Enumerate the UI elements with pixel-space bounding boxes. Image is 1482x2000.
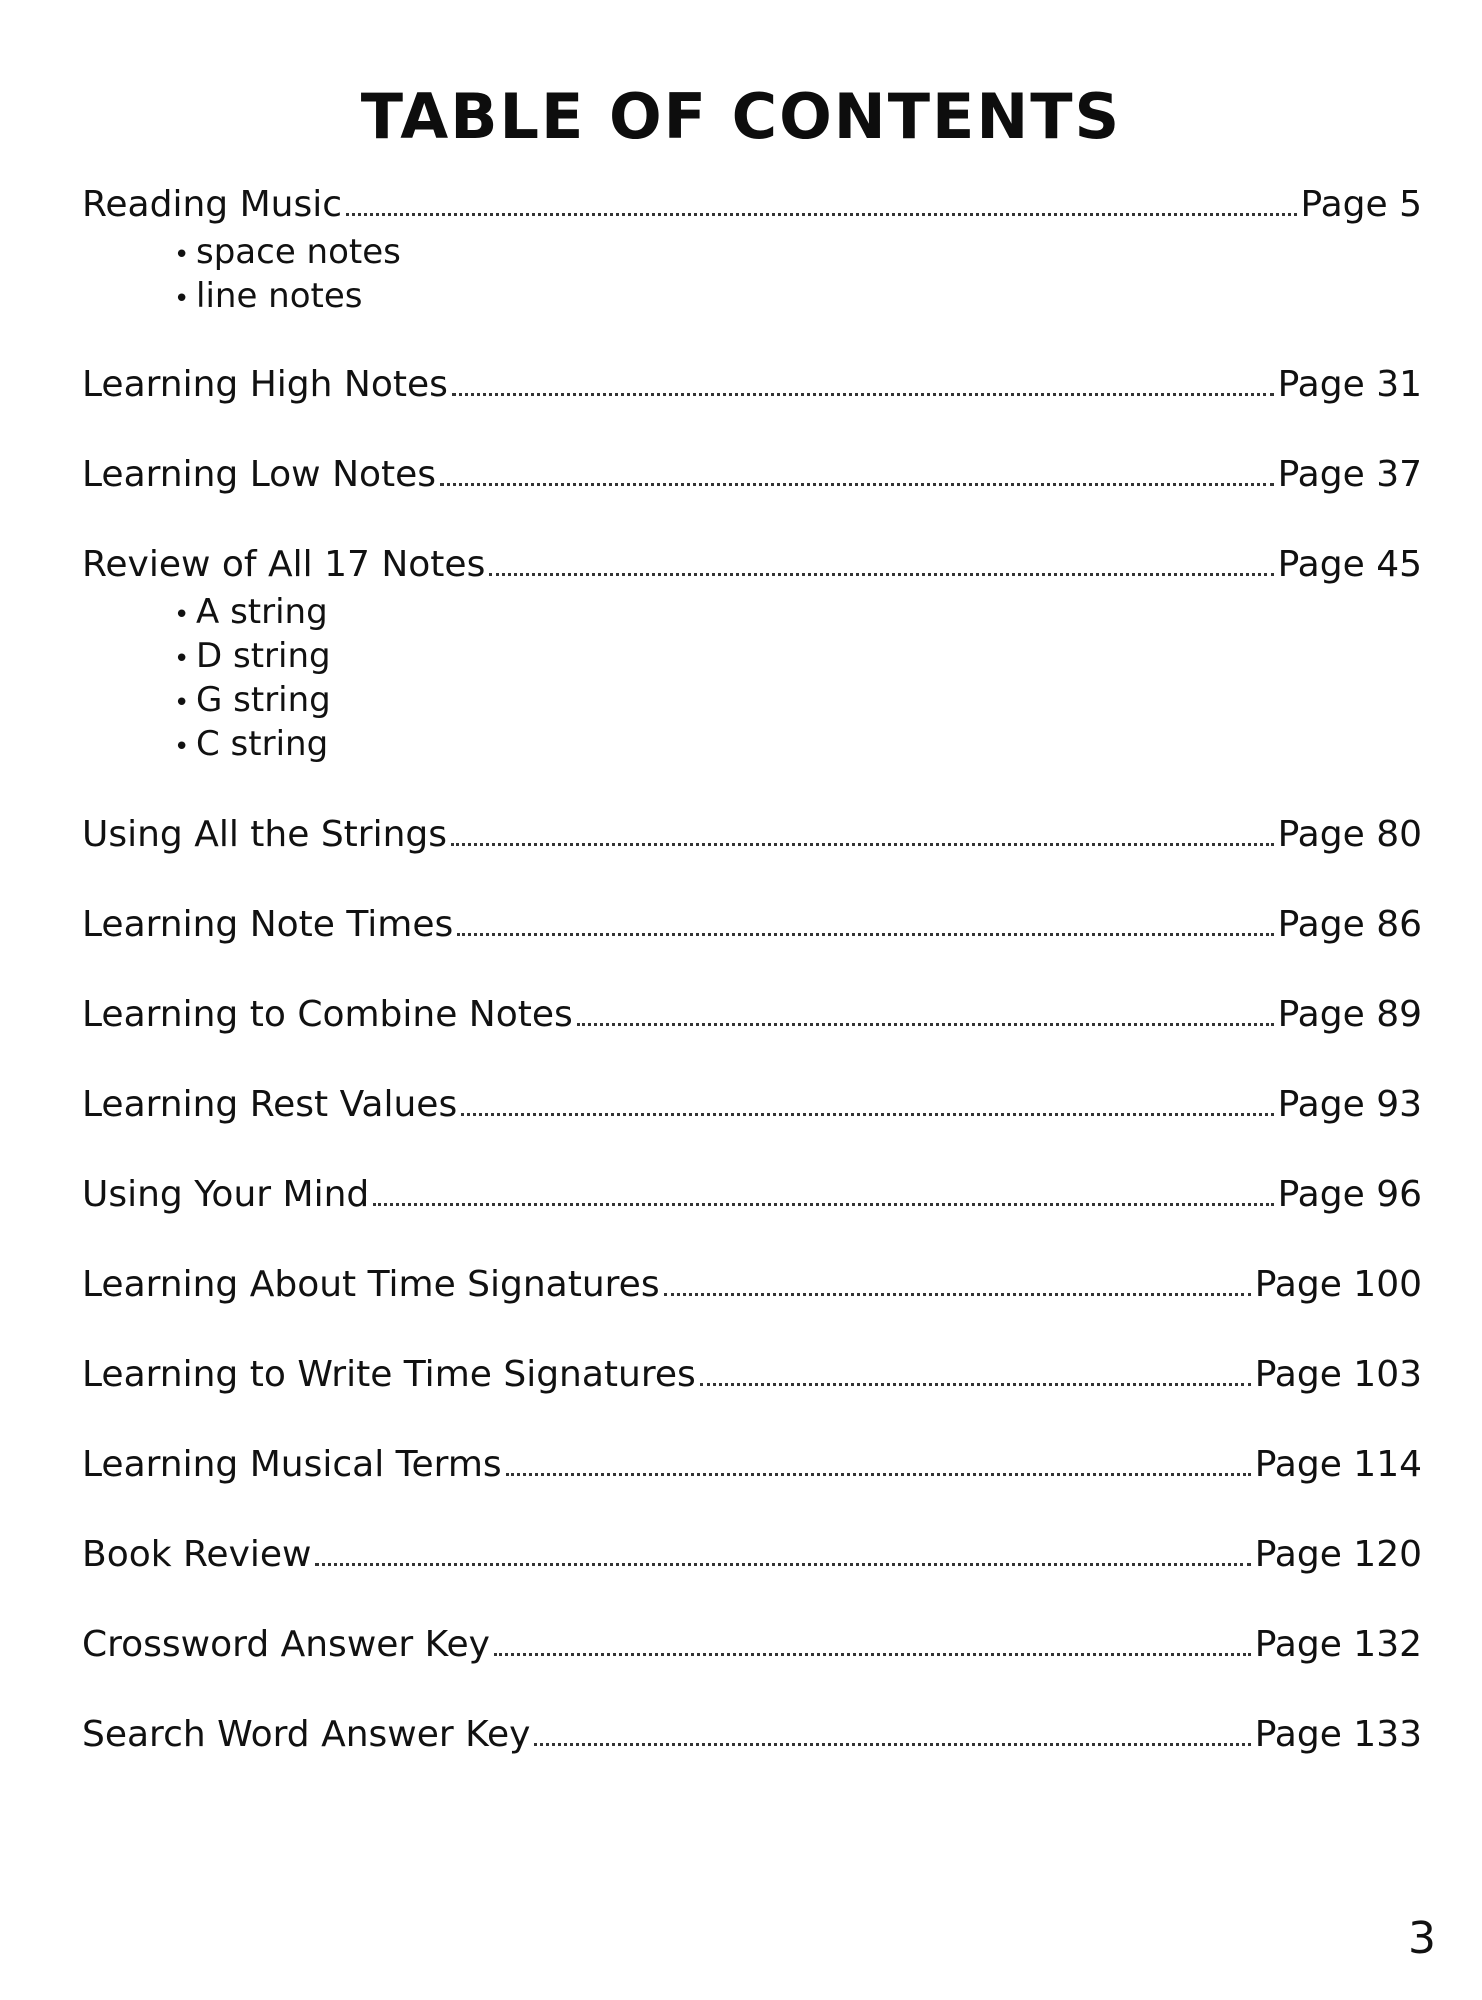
toc-entry[interactable] — [82, 1080, 1422, 1130]
sub-item — [82, 274, 1422, 318]
dot-leader — [373, 1203, 1273, 1206]
dot-leader — [346, 213, 1297, 216]
toc-entry[interactable] — [82, 1620, 1422, 1670]
toc-entry-page: Page 37 — [1277, 454, 1422, 495]
toc-entry-label: Reading Music — [82, 184, 342, 225]
toc-entry[interactable] — [82, 1170, 1422, 1220]
dot-leader — [577, 1023, 1274, 1026]
sub-list — [82, 590, 1422, 766]
toc-entry[interactable] — [82, 900, 1422, 950]
bullet-icon: • — [174, 240, 190, 270]
sub-item — [82, 590, 1422, 634]
sub-item-label: D string — [196, 636, 331, 676]
dot-leader — [534, 1743, 1250, 1746]
dot-leader — [315, 1563, 1250, 1566]
toc-entry-label: Review of All 17 Notes — [82, 544, 486, 585]
page-number: 3 — [1408, 1913, 1436, 1964]
toc-entry[interactable] — [82, 540, 1422, 766]
dot-leader — [489, 573, 1273, 576]
toc-entry-label: Learning About Time Signatures — [82, 1264, 660, 1305]
dot-leader — [452, 393, 1274, 396]
toc-entry-page: Page 86 — [1277, 904, 1422, 945]
toc-entry-label: Learning Low Notes — [82, 454, 437, 495]
toc-entry-label: Book Review — [82, 1534, 312, 1575]
toc-entry[interactable] — [82, 1260, 1422, 1310]
toc-entry-label: Using All the Strings — [82, 814, 448, 855]
toc-entry-label: Learning Musical Terms — [82, 1444, 502, 1485]
toc-entry-page: Page 132 — [1254, 1624, 1422, 1665]
toc-entry-page: Page 133 — [1254, 1714, 1422, 1755]
bullet-icon: • — [174, 284, 190, 314]
toc-entry[interactable] — [82, 1530, 1422, 1580]
toc-entry-label: Learning to Write Time Signatures — [82, 1354, 696, 1395]
bullet-icon: • — [174, 688, 190, 718]
toc-entry-page: Page 103 — [1254, 1354, 1422, 1395]
toc-entry-label: Learning to Combine Notes — [82, 994, 573, 1035]
toc-entry-page: Page 100 — [1254, 1264, 1422, 1305]
dot-leader — [451, 843, 1274, 846]
bullet-icon: • — [174, 600, 190, 630]
toc-entry-label: Learning High Notes — [82, 364, 448, 405]
sub-item-label: space notes — [196, 232, 401, 272]
dot-leader — [506, 1473, 1251, 1476]
toc-entry-label: Learning Note Times — [82, 904, 454, 945]
sub-item-label: A string — [196, 592, 328, 632]
toc-entry[interactable] — [82, 180, 1422, 318]
toc-entry-label: Learning Rest Values — [82, 1084, 458, 1125]
toc-entry[interactable] — [82, 1440, 1422, 1490]
toc-entry[interactable] — [82, 810, 1422, 860]
dot-leader — [700, 1383, 1251, 1386]
toc-entry[interactable] — [82, 360, 1422, 410]
bullet-icon: • — [174, 644, 190, 674]
toc-entry-page: Page 45 — [1277, 544, 1422, 585]
toc-entry[interactable] — [82, 990, 1422, 1040]
toc-entry-page: Page 96 — [1277, 1174, 1422, 1215]
sub-item — [82, 634, 1422, 678]
sub-item-label: C string — [196, 724, 329, 764]
bullet-icon: • — [174, 732, 190, 762]
toc-entry[interactable] — [82, 1350, 1422, 1400]
dot-leader — [494, 1653, 1251, 1656]
toc-entry-label: Search Word Answer Key — [82, 1714, 531, 1755]
dot-leader — [664, 1293, 1251, 1296]
sub-item-label: line notes — [196, 276, 363, 316]
sub-item — [82, 230, 1422, 274]
toc-entry-page: Page 80 — [1277, 814, 1422, 855]
dot-leader — [440, 483, 1274, 486]
toc-entry-page: Page 114 — [1254, 1444, 1422, 1485]
sub-item — [82, 678, 1422, 722]
sub-list — [82, 230, 1422, 318]
toc-entry-label: Crossword Answer Key — [82, 1624, 490, 1665]
toc-entry-page: Page 31 — [1277, 364, 1422, 405]
toc-entry-page: Page 89 — [1277, 994, 1422, 1035]
sub-item — [82, 722, 1422, 766]
dot-leader — [461, 1113, 1273, 1116]
page-title: TABLE OF CONTENTS — [360, 80, 1122, 153]
dot-leader — [457, 933, 1273, 936]
toc-entry-page: Page 5 — [1300, 184, 1422, 225]
sub-item-label: G string — [196, 680, 331, 720]
toc-entry[interactable] — [82, 1710, 1422, 1760]
toc-entry-label: Using Your Mind — [82, 1174, 370, 1215]
toc-entry[interactable] — [82, 450, 1422, 500]
toc-entry-page: Page 93 — [1277, 1084, 1422, 1125]
toc-entry-page: Page 120 — [1254, 1534, 1422, 1575]
